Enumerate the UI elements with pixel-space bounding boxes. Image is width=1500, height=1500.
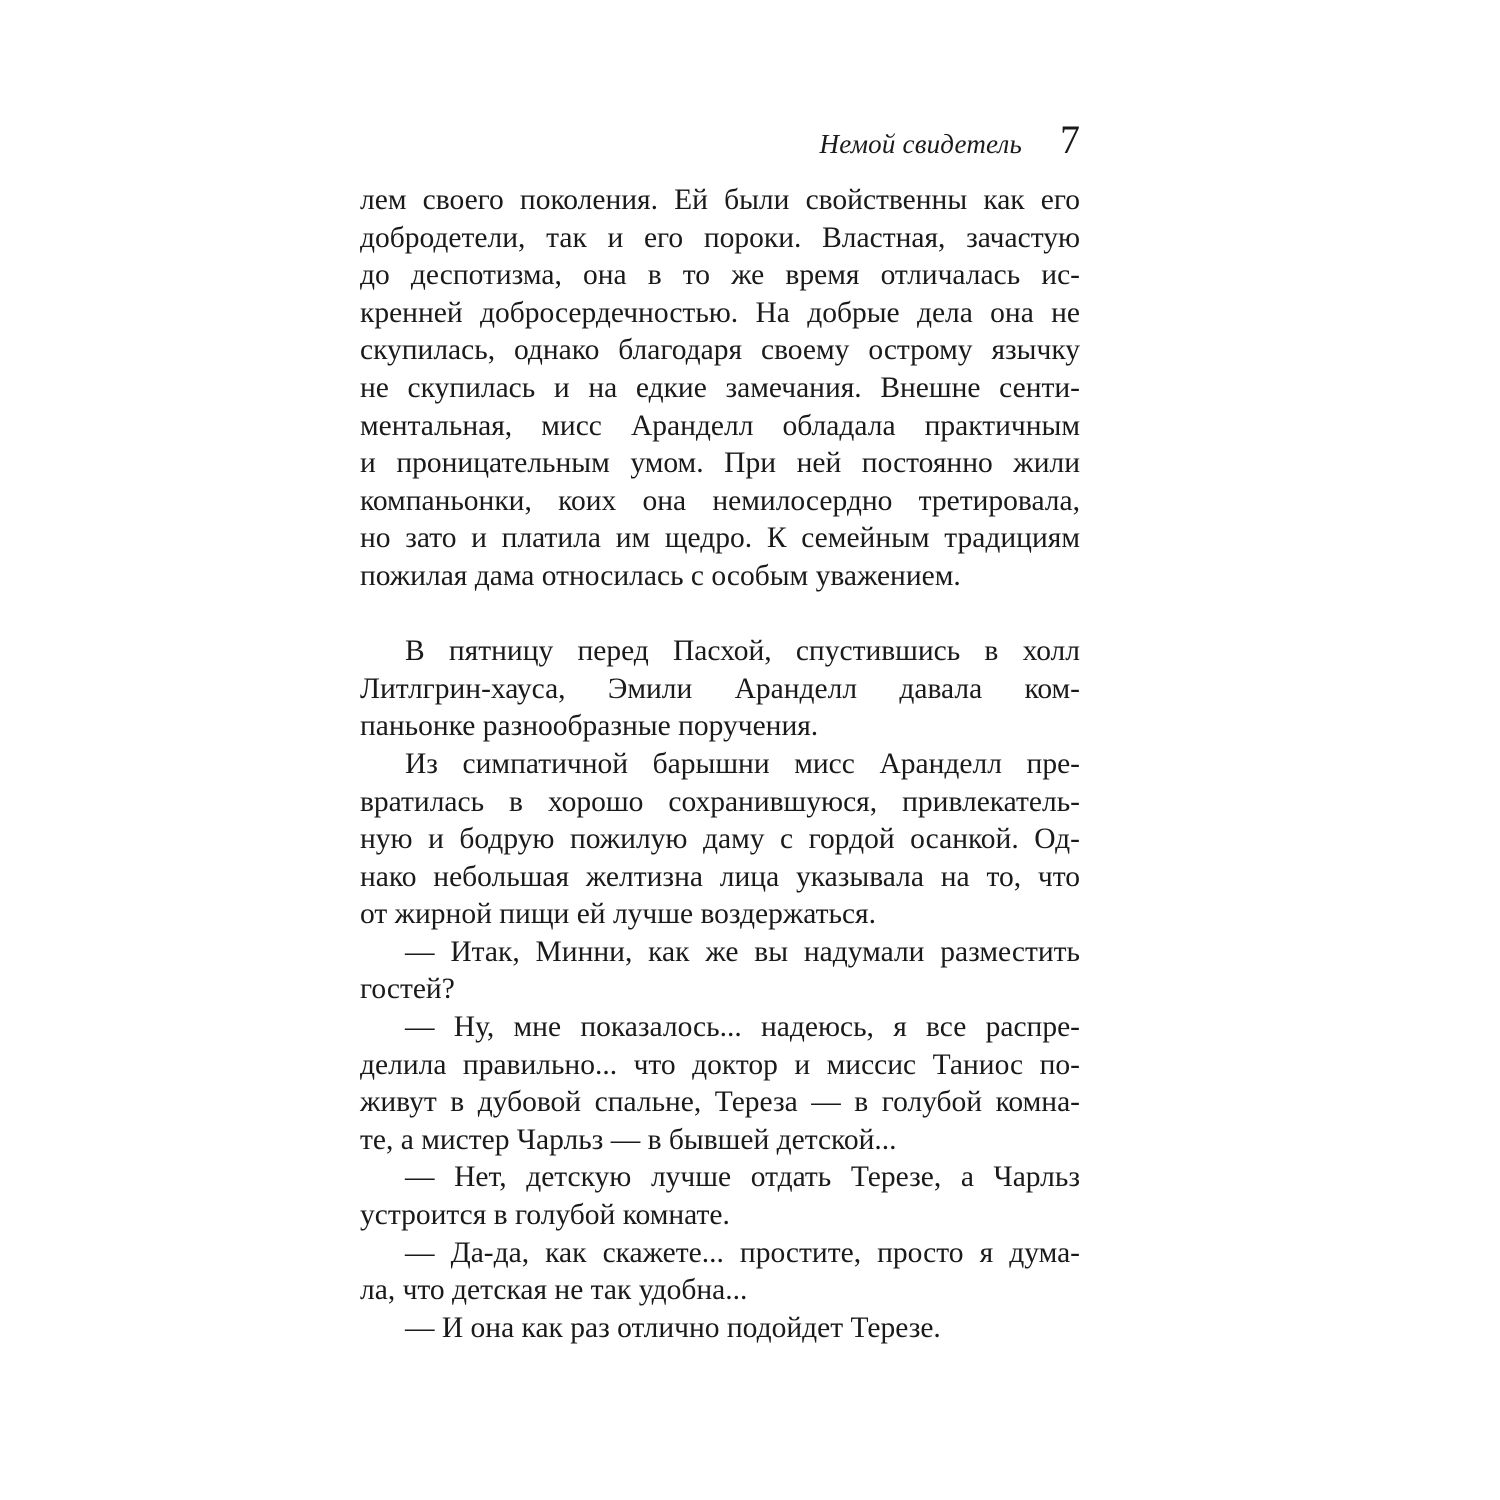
text-line: паньонке разнообразные поручения.	[360, 710, 819, 743]
text-line: компаньонки, коих она немилосердно третировала,	[360, 484, 1080, 517]
page-number: 7	[1060, 117, 1080, 162]
text-line: до деспотизма, она в то же время отличалась ис-	[360, 259, 1080, 292]
dialogue-line: гостей?	[360, 973, 455, 1006]
text-line: нако небольшая желтизна лица указывала на то, что	[360, 860, 1080, 893]
running-head	[700, 117, 1080, 180]
dialogue-line: устроится в голубой комнате.	[360, 1199, 730, 1232]
text-line: и проницательным умом. При ней постоянно жили	[360, 447, 1080, 480]
text-line: не скупилась и на едкие замечания. Внешне сенти-	[360, 371, 1080, 404]
dialogue-line: — И она как раз отлично подойдет Терезе.	[405, 1311, 941, 1344]
text-line: но зато и платила им щедро. К семейным традициям	[360, 522, 1080, 555]
text-line: В пятницу перед Пасхой, спустившись в холл	[405, 635, 1080, 668]
dialogue-line: — Нет, детскую лучше отдать Терезе, а Чарльз	[405, 1161, 1080, 1194]
text-line: ную и бодрую пожилую даму с гордой осанкой. Од-	[360, 823, 1080, 856]
text-line: пожилая дама относилась с особым уважением.	[360, 559, 961, 592]
text-line: лем своего поколения. Ей были свойственны как его	[360, 184, 1080, 216]
dialogue-line: — Ну, мне показалось... надеюсь, я все распре-	[405, 1011, 1080, 1044]
dialogue-line: ла, что детская не так удобна...	[360, 1274, 748, 1307]
text-line: добродетели, так и его пороки. Властная, зачастую	[360, 221, 1080, 254]
dialogue-line: делила правильно... что доктор и миссис Таниос по-	[360, 1048, 1080, 1081]
text-line: Литлгрин-хауса, Эмили Аранделл давала ком-	[360, 672, 1080, 705]
dialogue-line: — Да-да, как скажете... простите, просто я дума-	[405, 1236, 1080, 1269]
text-line: кренней добросердечностью. На добрые дела она не	[360, 296, 1080, 329]
text-line: скупилась, однако благодаря своему острому язычку	[360, 334, 1080, 367]
text-line: ментальная, мисс Аранделл обладала практичным	[360, 409, 1080, 442]
text-line: от жирной пищи ей лучше воздержаться.	[360, 898, 876, 931]
dialogue-line: те, а мистер Чарльз — в бывшей детской...	[360, 1123, 897, 1156]
dialogue-line: — Итак, Минни, как же вы надумали разместить	[405, 935, 1080, 968]
text-line: вратилась в хорошо сохранившуюся, привлекатель-	[360, 785, 1080, 818]
body-text	[360, 182, 1080, 1347]
section-break	[360, 596, 1080, 634]
running-title: Немой свидетель	[819, 129, 1022, 159]
text-line: Из симпатичной барышни мисс Аранделл пре-	[405, 747, 1080, 780]
dialogue-line: живут в дубовой спальне, Тереза — в голубой комна-	[360, 1086, 1080, 1119]
